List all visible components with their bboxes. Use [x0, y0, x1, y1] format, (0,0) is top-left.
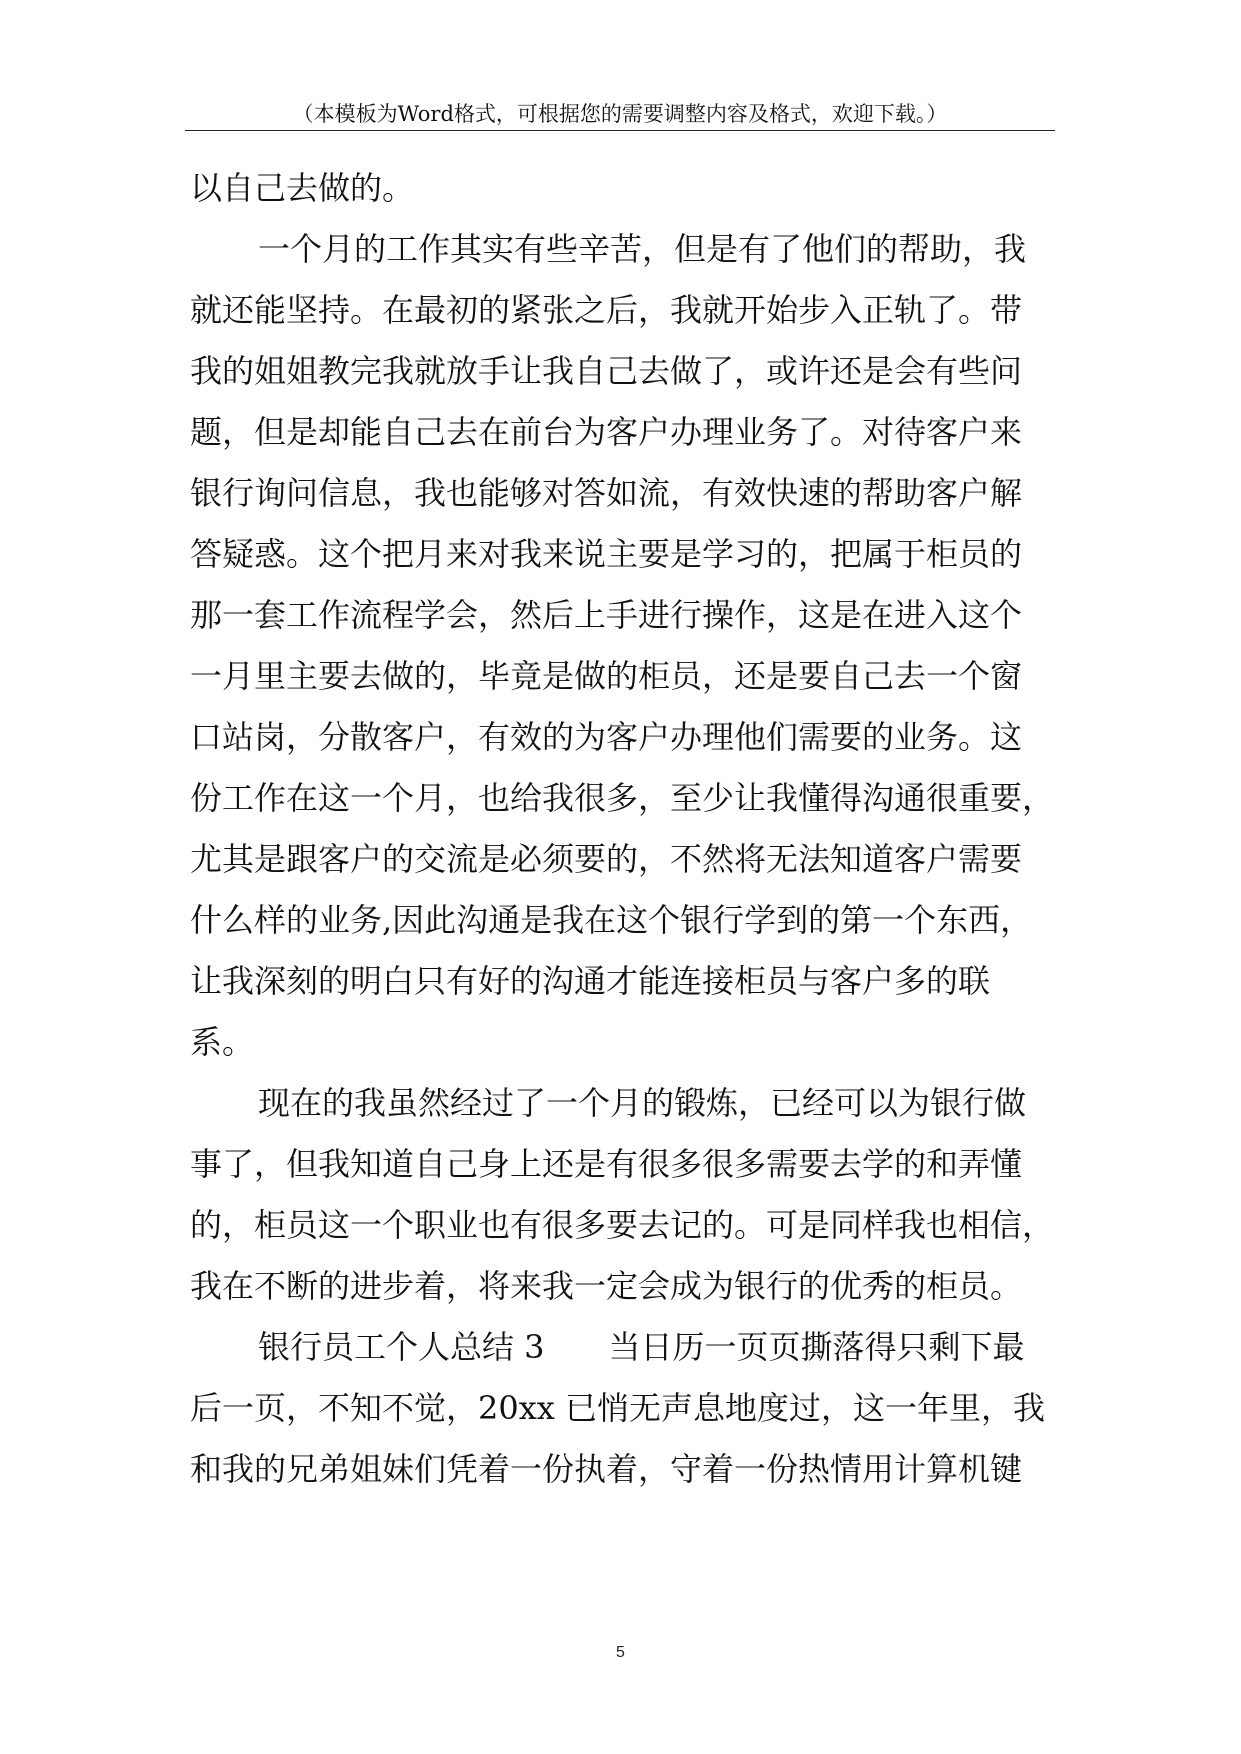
text-line: 事了，但我知道自己身上还是有很多很多需要去学的和弄懂 [190, 1145, 1023, 1183]
text-line: 一月里主要去做的，毕竟是做的柜员，还是要自己去一个窗 [190, 657, 1023, 695]
text-line: 后一页，不知不觉，20xx 已悄无声息地度过，这一年里，我 [190, 1389, 1045, 1427]
header-divider [185, 130, 1055, 131]
text-line: 一个月的工作其实有些辛苦，但是有了他们的帮助，我 [258, 230, 1027, 268]
text-line: 就还能坚持。在最初的紧张之后，我就开始步入正轨了。带 [190, 291, 1023, 329]
text-line: 银行员工个人总结 3 当日历一页页撕落得只剩下最 [258, 1328, 1025, 1366]
text-line: 那一套工作流程学会，然后上手进行操作，这是在进入这个 [190, 596, 1023, 634]
text-line: 让我深刻的明白只有好的沟通才能连接柜员与客户多的联 [190, 962, 991, 1000]
text-line: 我的姐姐教完我就放手让我自己去做了，或许还是会有些问 [190, 352, 1023, 390]
text-line: 口站岗，分散客户，有效的为客户办理他们需要的业务。这 [190, 718, 1023, 756]
text-line: 以自己去做的。 [190, 169, 415, 207]
text-line: 题，但是却能自己去在前台为客户办理业务了。对待客户来 [190, 413, 1023, 451]
text-line: 什么样的业务,因此沟通是我在这个银行学到的第一个东西， [190, 901, 1033, 939]
body-text [190, 158, 1090, 1500]
text-line: 和我的兄弟姐妹们凭着一份执着，守着一份热情用计算机键 [190, 1450, 1023, 1488]
text-line: 银行询问信息，我也能够对答如流，有效快速的帮助客户解 [190, 474, 1023, 512]
page-number: 5 [616, 1644, 625, 1661]
text-line: 答疑惑。这个把月来对我来说主要是学习的，把属于柜员的 [190, 535, 1023, 573]
header-note: （本模板为Word格式，可根据您的需要调整内容及格式，欢迎下载。） [292, 102, 948, 126]
text-line: 的，柜员这一个职业也有很多要去记的。可是同样我也相信， [190, 1206, 1055, 1244]
text-line: 尤其是跟客户的交流是必须要的，不然将无法知道客户需要 [190, 840, 1023, 878]
text-line: 我在不断的进步着，将来我一定会成为银行的优秀的柜员。 [190, 1267, 1023, 1305]
text-line: 系。 [190, 1023, 255, 1061]
text-line: 现在的我虽然经过了一个月的锻炼，已经可以为银行做 [258, 1084, 1027, 1122]
text-line: 份工作在这一个月，也给我很多，至少让我懂得沟通很重要， [190, 779, 1055, 817]
